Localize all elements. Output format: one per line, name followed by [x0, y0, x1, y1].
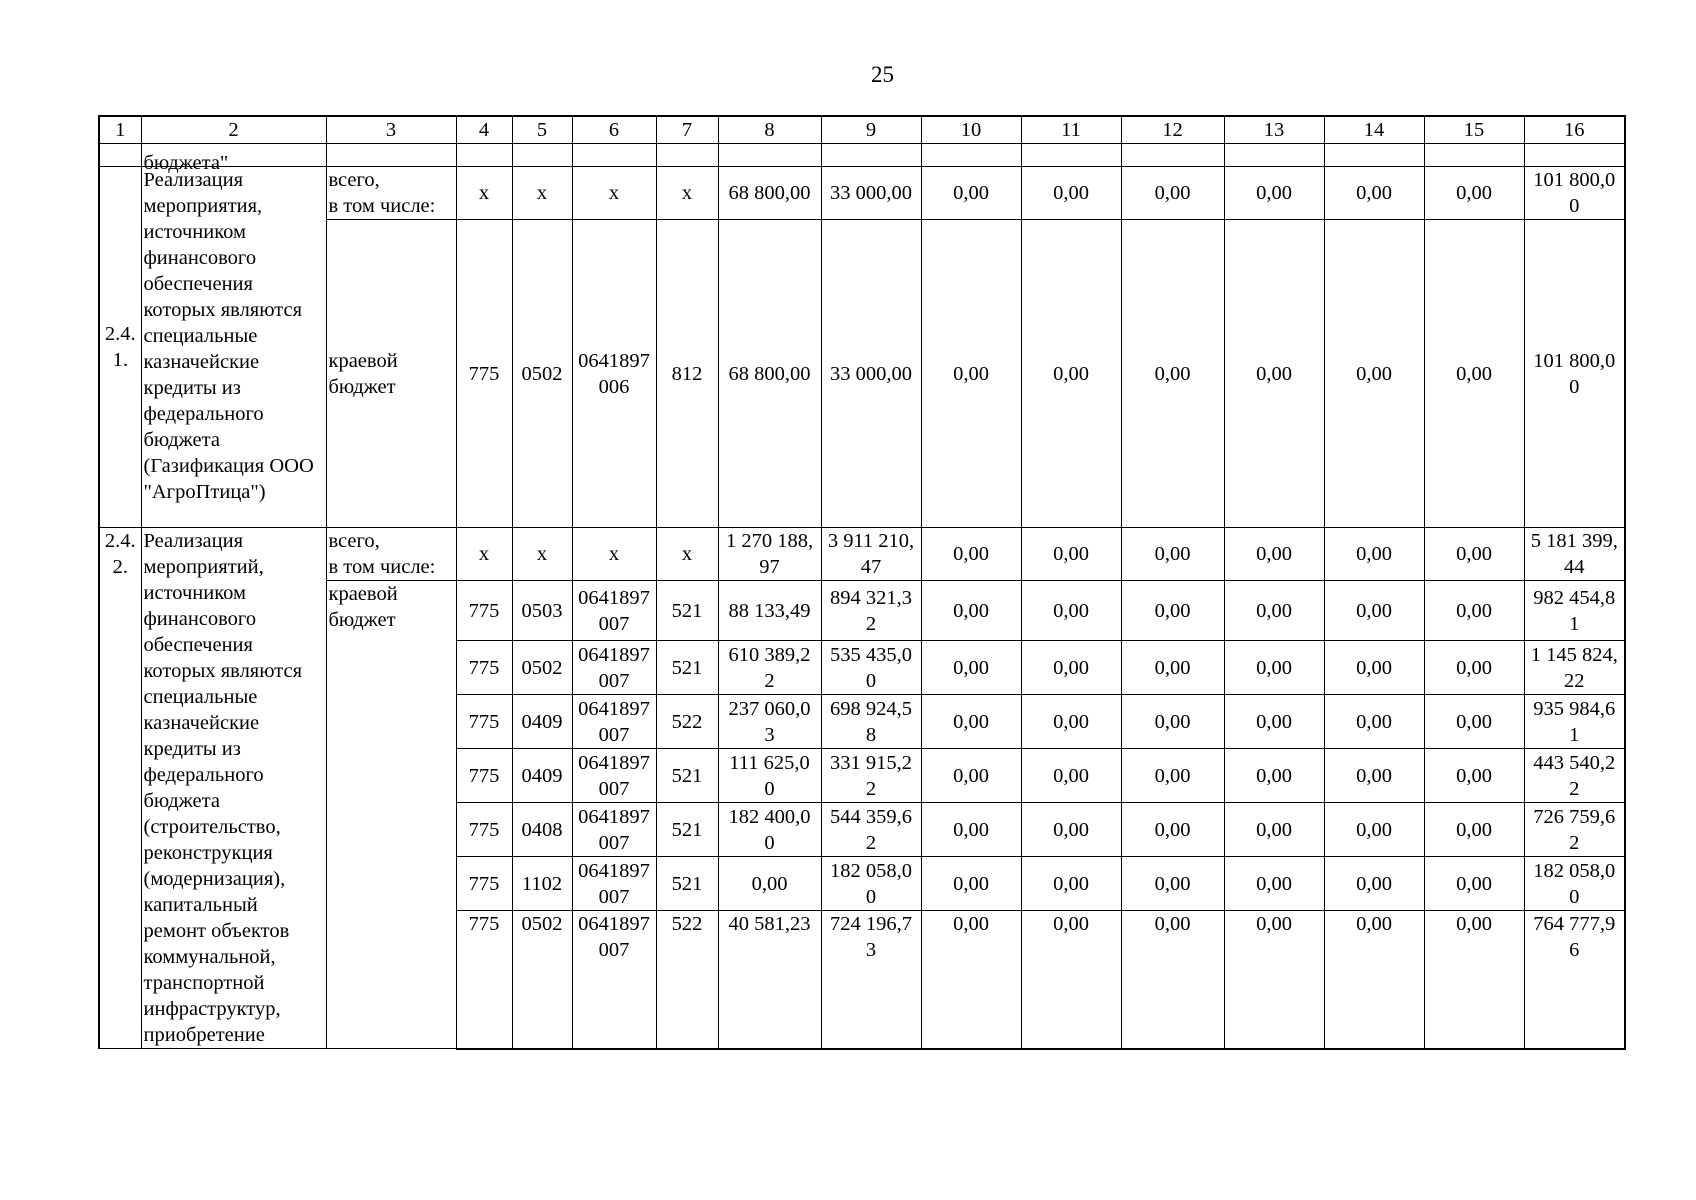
value-cell: 698 924,5 8	[821, 695, 921, 749]
value-cell: 0,00	[1424, 581, 1524, 641]
column-header: 2	[141, 116, 326, 144]
value-cell: 0641897 007	[572, 581, 656, 641]
value-cell: 0,00	[1424, 911, 1524, 1049]
value-cell: 0641897 007	[572, 695, 656, 749]
value-cell: 88 133,49	[718, 581, 821, 641]
value-cell: 68 800,00	[718, 220, 821, 528]
value-cell: 0,00	[1424, 803, 1524, 857]
value-cell: 1 270 188, 97	[718, 528, 821, 581]
value-cell: 521	[656, 641, 718, 695]
value-cell: 544 359,6 2	[821, 803, 921, 857]
value-cell: 0,00	[1021, 220, 1121, 528]
value-cell: 0,00	[1021, 167, 1121, 220]
value-cell: 0502	[512, 911, 572, 1049]
funding-source: краевой бюджет	[326, 220, 456, 528]
value-cell: 522	[656, 911, 718, 1049]
column-header: 13	[1224, 116, 1324, 144]
column-header: 8	[718, 116, 821, 144]
value-cell: 0641897 007	[572, 803, 656, 857]
value-cell: 0641897 007	[572, 641, 656, 695]
value-cell: 775	[456, 220, 512, 528]
value-cell: 0502	[512, 641, 572, 695]
value-cell: 0,00	[1324, 220, 1424, 528]
funding-source: всего, в том числе:	[326, 528, 456, 581]
value-cell: 0,00	[1324, 857, 1424, 911]
blank-cell	[99, 144, 141, 167]
column-header: 9	[821, 116, 921, 144]
value-cell: 0,00	[921, 641, 1021, 695]
value-cell: 0,00	[921, 911, 1021, 1049]
value-cell: х	[656, 528, 718, 581]
value-cell: 1 145 824, 22	[1524, 641, 1625, 695]
value-cell: 0,00	[921, 695, 1021, 749]
value-cell: 521	[656, 857, 718, 911]
value-cell: х	[456, 167, 512, 220]
value-cell: 0641897 006	[572, 220, 656, 528]
value-cell: 0641897 007	[572, 857, 656, 911]
value-cell: 0,00	[1424, 857, 1524, 911]
blank-cell	[656, 144, 718, 167]
value-cell: 111 625,0 0	[718, 749, 821, 803]
value-cell: 522	[656, 695, 718, 749]
blank-cell	[821, 144, 921, 167]
value-cell: 0,00	[1324, 528, 1424, 581]
value-cell: 0641897 007	[572, 749, 656, 803]
value-cell: 0,00	[921, 220, 1021, 528]
value-cell: 775	[456, 695, 512, 749]
row-index: 2.4. 1.	[99, 167, 141, 528]
value-cell: х	[512, 528, 572, 581]
blank-cell	[1324, 144, 1424, 167]
value-cell: 0,00	[1021, 581, 1121, 641]
value-cell: 5 181 399, 44	[1524, 528, 1625, 581]
row-index: 2.4. 2.	[99, 528, 141, 1049]
value-cell: 0,00	[1021, 803, 1121, 857]
value-cell: 0,00	[921, 749, 1021, 803]
value-cell: 0,00	[1121, 695, 1224, 749]
value-cell: 0,00	[1324, 641, 1424, 695]
value-cell: 775	[456, 911, 512, 1049]
value-cell: 0,00	[1021, 857, 1121, 911]
value-cell: х	[572, 528, 656, 581]
value-cell: 0,00	[1121, 220, 1224, 528]
value-cell: 521	[656, 749, 718, 803]
value-cell: 894 321,3 2	[821, 581, 921, 641]
value-cell: 0409	[512, 695, 572, 749]
blank-cell	[456, 144, 512, 167]
value-cell: 0,00	[921, 857, 1021, 911]
blank-cell	[326, 144, 456, 167]
blank-cell	[718, 144, 821, 167]
value-cell: 0,00	[1121, 749, 1224, 803]
value-cell: 0503	[512, 581, 572, 641]
value-cell: 0,00	[921, 528, 1021, 581]
blank-cell	[1424, 144, 1524, 167]
column-header: 12	[1121, 116, 1224, 144]
value-cell: 0,00	[1121, 528, 1224, 581]
page-number: 25	[871, 62, 894, 87]
table-row	[99, 167, 1625, 220]
value-cell: 775	[456, 803, 512, 857]
value-cell: 68 800,00	[718, 167, 821, 220]
value-cell: 0,00	[1424, 528, 1524, 581]
funding-source: всего, в том числе:	[326, 167, 456, 220]
value-cell: 535 435,0 0	[821, 641, 921, 695]
value-cell: 0,00	[1121, 167, 1224, 220]
value-cell: 0641897 007	[572, 911, 656, 1049]
column-header: 14	[1324, 116, 1424, 144]
value-cell: х	[656, 167, 718, 220]
value-cell: 0,00	[1121, 641, 1224, 695]
value-cell: 101 800,0 0	[1524, 167, 1625, 220]
blank-cell	[1524, 144, 1625, 167]
value-cell: 0,00	[1324, 749, 1424, 803]
value-cell: 0408	[512, 803, 572, 857]
value-cell: 1102	[512, 857, 572, 911]
column-header: 11	[1021, 116, 1121, 144]
column-header: 6	[572, 116, 656, 144]
value-cell: 0409	[512, 749, 572, 803]
value-cell: 0,00	[921, 581, 1021, 641]
value-cell: 812	[656, 220, 718, 528]
value-cell: 0,00	[1224, 803, 1324, 857]
value-cell: 0,00	[1224, 581, 1324, 641]
value-cell: 3 911 210, 47	[821, 528, 921, 581]
budget-table	[98, 115, 1626, 1050]
value-cell: х	[572, 167, 656, 220]
value-cell: 982 454,8 1	[1524, 581, 1625, 641]
table-row	[99, 581, 1625, 641]
value-cell: 0,00	[1021, 695, 1121, 749]
value-cell: 775	[456, 749, 512, 803]
blank-cell	[1021, 144, 1121, 167]
value-cell: 0,00	[1424, 641, 1524, 695]
value-cell: 0,00	[1121, 911, 1224, 1049]
value-cell: 724 196,7 3	[821, 911, 921, 1049]
value-cell: 182 058,0 0	[1524, 857, 1625, 911]
table-row	[99, 220, 1625, 528]
value-cell: 935 984,6 1	[1524, 695, 1625, 749]
value-cell: 521	[656, 803, 718, 857]
column-header: 10	[921, 116, 1021, 144]
value-cell: 0,00	[1424, 167, 1524, 220]
blank-cell	[921, 144, 1021, 167]
value-cell: 764 777,9 6	[1524, 911, 1625, 1049]
value-cell: 182 400,0 0	[718, 803, 821, 857]
value-cell: 0,00	[1224, 695, 1324, 749]
blank-row	[99, 144, 1625, 167]
value-cell: 0,00	[1021, 528, 1121, 581]
value-cell: 331 915,2 2	[821, 749, 921, 803]
column-header: 7	[656, 116, 718, 144]
value-cell: 0,00	[1424, 695, 1524, 749]
blank-cell	[512, 144, 572, 167]
column-header: 1	[99, 116, 141, 144]
value-cell: 775	[456, 581, 512, 641]
value-cell: 0,00	[1121, 857, 1224, 911]
value-cell: 775	[456, 857, 512, 911]
blank-cell	[572, 144, 656, 167]
funding-source: краевой бюджет	[326, 581, 456, 1049]
value-cell: 0502	[512, 220, 572, 528]
value-cell: 443 540,2 2	[1524, 749, 1625, 803]
value-cell: 0,00	[1324, 911, 1424, 1049]
value-cell: 0,00	[1224, 857, 1324, 911]
value-cell: 0,00	[1224, 528, 1324, 581]
column-header: 15	[1424, 116, 1524, 144]
value-cell: 0,00	[1121, 803, 1224, 857]
value-cell: 40 581,23	[718, 911, 821, 1049]
value-cell: 0,00	[1324, 695, 1424, 749]
value-cell: 33 000,00	[821, 167, 921, 220]
column-header: 16	[1524, 116, 1625, 144]
column-header: 4	[456, 116, 512, 144]
value-cell: 0,00	[1424, 220, 1524, 528]
value-cell: 0,00	[1021, 911, 1121, 1049]
value-cell: 33 000,00	[821, 220, 921, 528]
column-header: 3	[326, 116, 456, 144]
table-row	[99, 528, 1625, 581]
value-cell: 726 759,6 2	[1524, 803, 1625, 857]
row-name: Реализация мероприятий, источником финансового обеспечения которых являются специальные казначейские кредиты из федерального бюджета (строительство, реконструкция (модернизация), капитальный ремонт объектов коммунальной, транспортной инфраструктур, приобретение	[141, 528, 326, 1049]
value-cell: 0,00	[1224, 220, 1324, 528]
value-cell: 0,00	[1224, 641, 1324, 695]
value-cell: 0,00	[1224, 749, 1324, 803]
value-cell: 0,00	[1224, 911, 1324, 1049]
value-cell: 101 800,0 0	[1524, 220, 1625, 528]
header-row	[99, 116, 1625, 144]
value-cell: 0,00	[718, 857, 821, 911]
value-cell: 610 389,2 2	[718, 641, 821, 695]
value-cell: 0,00	[1021, 749, 1121, 803]
value-cell: 521	[656, 581, 718, 641]
value-cell: х	[456, 528, 512, 581]
value-cell: х	[512, 167, 572, 220]
value-cell: 0,00	[921, 803, 1021, 857]
value-cell: 0,00	[1121, 581, 1224, 641]
carry-over-text: бюджета"	[143, 152, 229, 174]
value-cell: 0,00	[1424, 749, 1524, 803]
value-cell: 775	[456, 641, 512, 695]
value-cell: 0,00	[1224, 167, 1324, 220]
row-name: бюджета" Реализация мероприятия, источником финансового обеспечения которых являются специальные казначейские кредиты из федерального бюджета (Газификация ООО "АгроПтица")	[141, 167, 326, 528]
value-cell: 0,00	[1324, 803, 1424, 857]
blank-cell	[1121, 144, 1224, 167]
value-cell: 0,00	[1324, 167, 1424, 220]
value-cell: 0,00	[1021, 641, 1121, 695]
blank-cell	[1224, 144, 1324, 167]
column-header: 5	[512, 116, 572, 144]
value-cell: 0,00	[921, 167, 1021, 220]
value-cell: 182 058,0 0	[821, 857, 921, 911]
value-cell: 0,00	[1324, 581, 1424, 641]
value-cell: 237 060,0 3	[718, 695, 821, 749]
